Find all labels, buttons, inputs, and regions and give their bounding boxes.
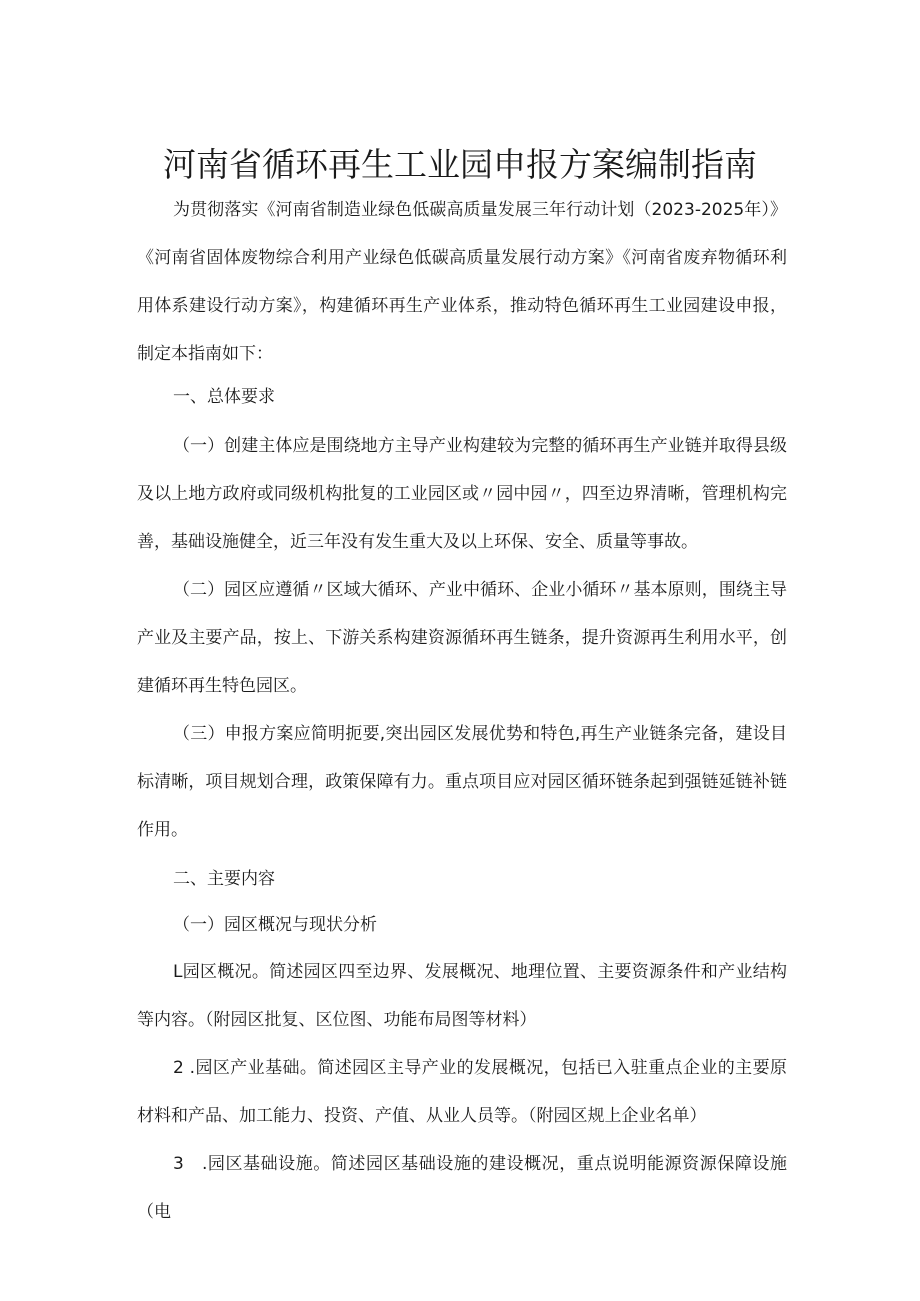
section2-sub1-block [137,901,787,949]
section1-heading-block [137,373,787,421]
section2-point2: 2 .园区产业基础。简述园区主导产业的发展概况，包括已入驻重点企业的主要原材料和产品、加工能力、投资、产值、从业人员等。（附园区规上企业名单） [137,1058,787,1126]
document-title: 河南省循环再生工业园申报方案编制指南 [163,145,757,185]
section2-point3: 3 .园区基础设施。简述园区基础设施的建设概况，重点说明能源资源保障设施（电 [137,1154,787,1222]
section1-item1: （一）创建主体应是围绕地方主导产业构建较为完整的循环再生产业链并取得县级及以上地方政府或同级机构批复的工业园区或〃园中园〃，四至边界清晰，管理机构完善，基础设施健全，近三年没有发生重大及以上环保、安全、质量等事故。 [137,436,787,552]
intro-block [137,186,787,378]
subsection-heading: （一）园区概况与现状分析 [173,915,377,935]
section1-item2-block [137,566,787,710]
section-heading: 一、总体要求 [173,387,275,407]
section1-item3-block [137,710,787,854]
section2-point1-block [137,948,787,1044]
intro-paragraph: 为贯彻落实《河南省制造业绿色低碳高质量发展三年行动计划（2023-2025年）》《河南省固体废物综合利用产业绿色低碳高质量发展行动方案》《河南省废弃物循环利用体系建设行动方案》，构建循环再生产业体系，推动特色循环再生工业园建设申报，制定本指南如下： [137,200,787,364]
section2-heading-block [137,855,787,903]
section2-point1: L园区概况。简述园区四至边界、发展概况、地理位置、主要资源条件和产业结构等内容。（附园区批复、区位图、功能布局图等材料） [137,962,787,1030]
section1-item1-block [137,422,787,566]
section2-point2-block [137,1044,787,1140]
section1-item3: （三）申报方案应简明扼要,突出园区发展优势和特色,再生产业链条完备，建设目标清晰，项目规划合理，政策保障有力。重点项目应对园区循环链条起到强链延链补链作用。 [137,724,787,840]
section-heading: 二、主要内容 [173,869,275,889]
section1-item2: （二）园区应遵循〃区域大循环、产业中循环、企业小循环〃基本原则，围绕主导产业及主要产品，按上、下游关系构建资源循环再生链条，提升资源再生利用水平，创建循环再生特色园区。 [137,580,787,696]
section2-point3-block [137,1140,787,1236]
